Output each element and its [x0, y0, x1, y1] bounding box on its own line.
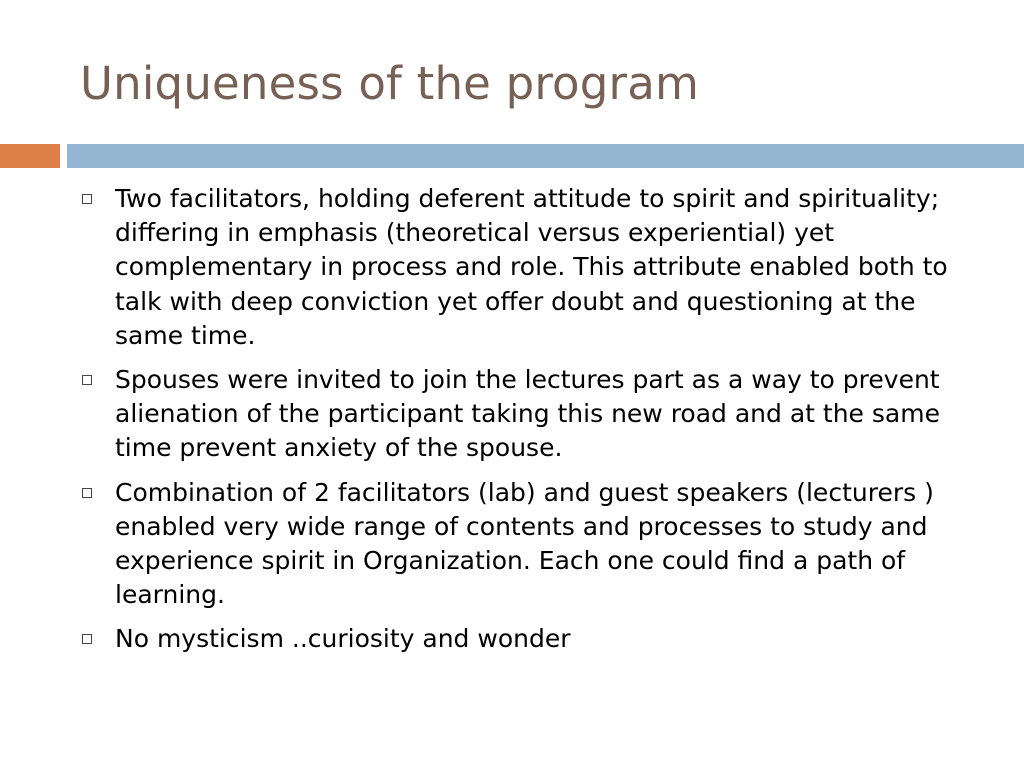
bullet-item: [80, 363, 980, 466]
square-bullet-icon: [82, 634, 92, 644]
square-bullet-icon: [82, 488, 92, 498]
square-bullet-icon: [82, 375, 92, 385]
bullet-text: Spouses were invited to join the lectures part as a way to prevent alienation of the participant taking this new road and at the same time prevent anxiety of the spouse.: [115, 365, 940, 463]
slide-title: Uniqueness of the program: [80, 57, 700, 110]
bullet-item: [80, 182, 980, 353]
bullet-item: [80, 622, 980, 656]
bullet-text: Combination of 2 facilitators (lab) and guest speakers (lecturers ) enabled very wide range of contents and processes to study and experience spirit in Organization. Each one could find a path of learning.: [115, 477, 934, 610]
accent-bar-orange: [0, 144, 60, 168]
bullet-text: No mysticism ..curiosity and wonder: [115, 624, 571, 654]
bullet-item: [80, 476, 980, 613]
bullet-text: Two facilitators, holding deferent attitude to spirit and spirituality; differing in emphasis (theoretical versus experiential) yet complementary in process and role. This attribute enabled both to talk with deep conviction yet offer doubt and questioning at the same time.: [115, 184, 948, 350]
accent-bar-blue: [67, 144, 1024, 168]
bullet-list: [80, 182, 980, 667]
square-bullet-icon: [82, 194, 92, 204]
